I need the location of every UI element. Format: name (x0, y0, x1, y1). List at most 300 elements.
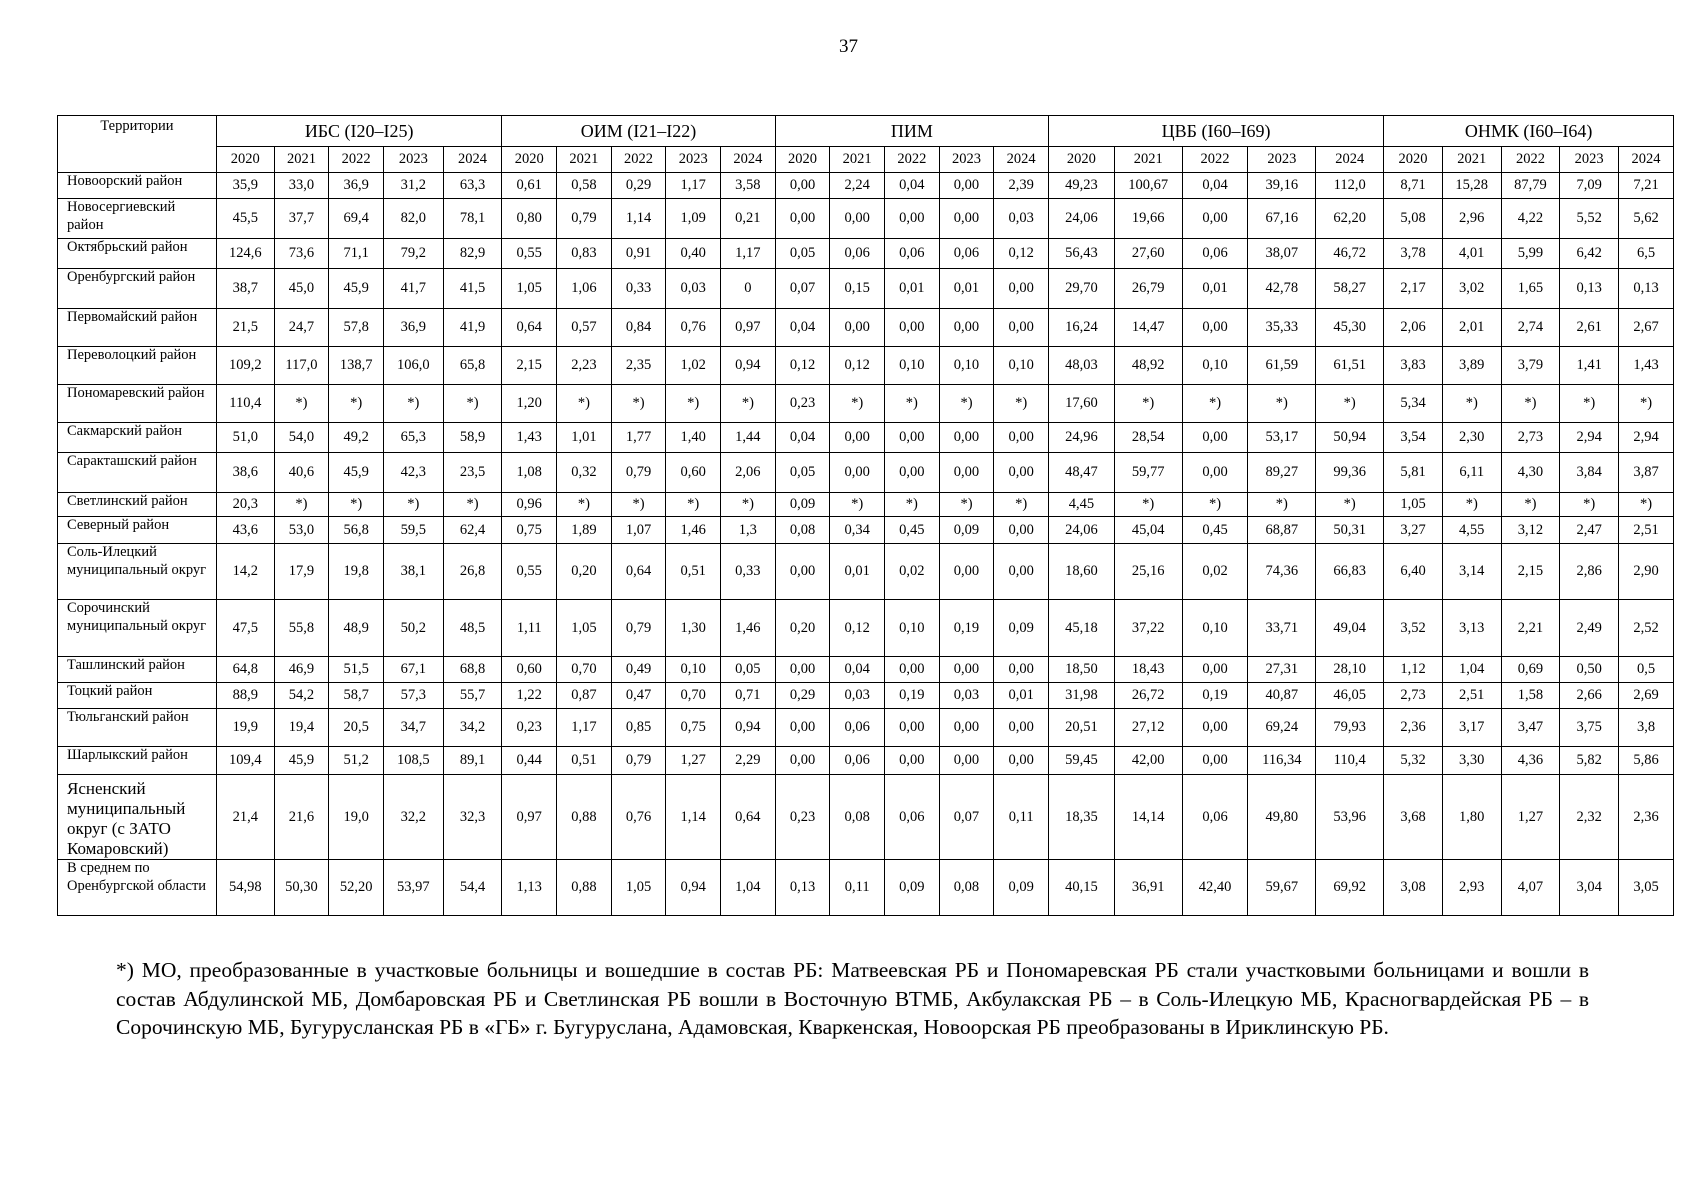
table-cell: 1,46 (666, 517, 721, 544)
table-cell: 0,23 (775, 385, 830, 423)
table-row (58, 239, 1674, 269)
table-cell: 3,89 (1442, 347, 1501, 385)
table-cell: 0,97 (721, 309, 776, 347)
table-cell: 0,01 (885, 269, 940, 309)
table-cell: 46,05 (1316, 683, 1384, 709)
table-cell: 1,17 (721, 239, 776, 269)
table-cell: 17,60 (1049, 385, 1115, 423)
table-cell: 1,08 (502, 453, 557, 493)
year-header-pim-2023: 2023 (939, 147, 994, 173)
year-header-cvb-2020: 2020 (1049, 147, 1115, 173)
table-cell: 68,8 (443, 657, 502, 683)
table-cell: 0,03 (994, 199, 1049, 239)
table-cell: 19,8 (329, 544, 384, 600)
table-cell: 74,36 (1248, 544, 1316, 600)
table-cell: 19,0 (329, 775, 384, 860)
table-cell: 0,91 (611, 239, 666, 269)
group-header-ibs: ИБС (I20–I25) (216, 116, 501, 147)
table-cell: 0,29 (611, 173, 666, 199)
table-cell: 2,32 (1560, 775, 1619, 860)
table-cell: 0,00 (1182, 747, 1248, 775)
table-cell: 0,08 (830, 775, 885, 860)
table-cell: 59,67 (1248, 860, 1316, 916)
table-cell: 0,64 (502, 309, 557, 347)
table-cell: 0,84 (611, 309, 666, 347)
table-cell: 35,9 (216, 173, 274, 199)
table-cell: 0,70 (557, 657, 612, 683)
table-cell: 52,20 (329, 860, 384, 916)
table-row (58, 423, 1674, 453)
table-cell: 78,1 (443, 199, 502, 239)
table-cell: 65,8 (443, 347, 502, 385)
table-cell: 49,04 (1316, 600, 1384, 657)
table-cell: 1,12 (1384, 657, 1443, 683)
table-cell: *) (1501, 385, 1560, 423)
table-cell: 0,10 (939, 347, 994, 385)
territory-name: Светлинский район (58, 493, 217, 517)
table-cell: 3,84 (1560, 453, 1619, 493)
table-cell: 62,4 (443, 517, 502, 544)
table-cell: 1,05 (611, 860, 666, 916)
table-cell: 54,0 (274, 423, 329, 453)
table-cell: 5,81 (1384, 453, 1443, 493)
table-cell: 0,40 (666, 239, 721, 269)
table-cell: 0,76 (611, 775, 666, 860)
table-cell: *) (1114, 493, 1182, 517)
table-cell: 1,20 (502, 385, 557, 423)
table-cell: 0,03 (666, 269, 721, 309)
table-cell: 58,27 (1316, 269, 1384, 309)
table-cell: 0,00 (885, 309, 940, 347)
table-cell: 66,83 (1316, 544, 1384, 600)
table-cell: 138,7 (329, 347, 384, 385)
table-cell: 27,12 (1114, 709, 1182, 747)
table-cell: 45,9 (274, 747, 329, 775)
table-cell: 68,87 (1248, 517, 1316, 544)
table-cell: 40,15 (1049, 860, 1115, 916)
table-cell: 4,55 (1442, 517, 1501, 544)
table-cell: 34,7 (383, 709, 443, 747)
table-cell: 87,79 (1501, 173, 1560, 199)
table-cell: 6,40 (1384, 544, 1443, 600)
table-cell: 2,35 (611, 347, 666, 385)
table-cell: 0,55 (502, 544, 557, 600)
table-cell: 5,86 (1619, 747, 1674, 775)
table-cell: 0,00 (939, 657, 994, 683)
year-header-cvb-2024: 2024 (1316, 147, 1384, 173)
table-cell: 4,36 (1501, 747, 1560, 775)
table-cell: 0,13 (775, 860, 830, 916)
table-cell: 89,1 (443, 747, 502, 775)
table-cell: 3,54 (1384, 423, 1443, 453)
table-cell: 0,94 (721, 347, 776, 385)
table-cell: 0,00 (939, 423, 994, 453)
table-cell: 1,05 (1384, 493, 1443, 517)
table-cell: 55,8 (274, 600, 329, 657)
table-cell: 0,00 (885, 657, 940, 683)
table-cell: 48,92 (1114, 347, 1182, 385)
table-cell: 71,1 (329, 239, 384, 269)
table-cell: 2,36 (1384, 709, 1443, 747)
table-cell: 2,49 (1560, 600, 1619, 657)
table-cell: 0,08 (775, 517, 830, 544)
table-cell: 2,06 (1384, 309, 1443, 347)
table-cell: 0,60 (502, 657, 557, 683)
table-cell: 0,05 (775, 453, 830, 493)
table-cell: 3,68 (1384, 775, 1443, 860)
table-cell: 59,5 (383, 517, 443, 544)
table-cell: 6,42 (1560, 239, 1619, 269)
table-cell: 2,73 (1384, 683, 1443, 709)
table-cell: 0,11 (994, 775, 1049, 860)
table-cell: *) (1560, 493, 1619, 517)
table-cell: 108,5 (383, 747, 443, 775)
table-cell: *) (1182, 493, 1248, 517)
year-header-ibs-2021: 2021 (274, 147, 329, 173)
table-cell: 41,7 (383, 269, 443, 309)
table-cell: 1,41 (1560, 347, 1619, 385)
territory-name: Оренбургский район (58, 269, 217, 309)
table-cell: 1,58 (1501, 683, 1560, 709)
table-cell: *) (1501, 493, 1560, 517)
table-cell: *) (666, 493, 721, 517)
table-cell: 33,71 (1248, 600, 1316, 657)
table-cell: 59,77 (1114, 453, 1182, 493)
table-row (58, 860, 1674, 916)
table-cell: 57,3 (383, 683, 443, 709)
table-cell: 112,0 (1316, 173, 1384, 199)
table-cell: 3,78 (1384, 239, 1443, 269)
table-cell: 0,51 (557, 747, 612, 775)
table-cell: 0,01 (1182, 269, 1248, 309)
table-cell: 3,30 (1442, 747, 1501, 775)
table-cell: 0,45 (885, 517, 940, 544)
table-cell: 49,2 (329, 423, 384, 453)
table-cell: 1,17 (557, 709, 612, 747)
table-cell: 0,00 (775, 747, 830, 775)
table-cell: 0,00 (994, 309, 1049, 347)
table-cell: 0,20 (557, 544, 612, 600)
table-cell: 3,8 (1619, 709, 1674, 747)
table-row (58, 544, 1674, 600)
table-cell: *) (830, 385, 885, 423)
table-cell: 0,00 (775, 199, 830, 239)
table-cell: 23,5 (443, 453, 502, 493)
year-header-onmk-2022: 2022 (1501, 147, 1560, 173)
year-header-oim-2021: 2021 (557, 147, 612, 173)
table-cell: 21,4 (216, 775, 274, 860)
table-row (58, 385, 1674, 423)
table-cell: 109,4 (216, 747, 274, 775)
table-cell: 1,02 (666, 347, 721, 385)
table-cell: 0,80 (502, 199, 557, 239)
table-cell: 59,45 (1049, 747, 1115, 775)
table-cell: 0,00 (939, 453, 994, 493)
table-cell: 0,00 (885, 709, 940, 747)
table-cell: 0,13 (1560, 269, 1619, 309)
table-cell: 79,93 (1316, 709, 1384, 747)
territory-name: Новосергиевский район (58, 199, 217, 239)
table-row (58, 517, 1674, 544)
table-cell: 0,11 (830, 860, 885, 916)
territory-name: Тоцкий район (58, 683, 217, 709)
table-cell: 0,00 (775, 709, 830, 747)
table-cell: 2,67 (1619, 309, 1674, 347)
table-cell: 0,00 (885, 453, 940, 493)
table-cell: 36,9 (329, 173, 384, 199)
territory-name: Соль-Илецкий муниципальный округ (58, 544, 217, 600)
table-cell: 45,9 (329, 453, 384, 493)
table-cell: 0,10 (666, 657, 721, 683)
table-body (58, 173, 1674, 916)
table-cell: 3,83 (1384, 347, 1443, 385)
table-row (58, 775, 1674, 860)
table-cell: 0,06 (830, 239, 885, 269)
table-cell: 1,14 (611, 199, 666, 239)
table-cell: 0,50 (1560, 657, 1619, 683)
table-cell: 48,03 (1049, 347, 1115, 385)
table-cell: 0,04 (830, 657, 885, 683)
table-cell: 2,30 (1442, 423, 1501, 453)
table-cell: 6,11 (1442, 453, 1501, 493)
table-cell: 5,34 (1384, 385, 1443, 423)
table-cell: 27,60 (1114, 239, 1182, 269)
year-header-ibs-2024: 2024 (443, 147, 502, 173)
territory-name: Первомайский район (58, 309, 217, 347)
table-cell: 88,9 (216, 683, 274, 709)
table-cell: 0,88 (557, 775, 612, 860)
table-cell: 37,7 (274, 199, 329, 239)
year-header-onmk-2021: 2021 (1442, 147, 1501, 173)
table-row (58, 493, 1674, 517)
table-cell: 58,9 (443, 423, 502, 453)
table-cell: *) (443, 385, 502, 423)
table-cell: 0,10 (1182, 347, 1248, 385)
statistics-table-container (57, 115, 1674, 916)
table-cell: 24,06 (1049, 517, 1115, 544)
table-cell: 0,04 (775, 423, 830, 453)
table-cell: 48,5 (443, 600, 502, 657)
table-cell: 99,36 (1316, 453, 1384, 493)
table-cell: 19,9 (216, 709, 274, 747)
table-cell: 0,03 (939, 683, 994, 709)
table-cell: 45,30 (1316, 309, 1384, 347)
table-cell: 0,01 (830, 544, 885, 600)
table-cell: 0,07 (775, 269, 830, 309)
table-cell: 1,80 (1442, 775, 1501, 860)
table-cell: 1,65 (1501, 269, 1560, 309)
table-cell: 73,6 (274, 239, 329, 269)
table-cell: 2,24 (830, 173, 885, 199)
table-cell: 46,9 (274, 657, 329, 683)
table-cell: 0,88 (557, 860, 612, 916)
year-header-pim-2022: 2022 (885, 147, 940, 173)
table-cell: *) (274, 493, 329, 517)
table-cell: 2,52 (1619, 600, 1674, 657)
table-cell: 0,00 (1182, 199, 1248, 239)
table-cell: 3,87 (1619, 453, 1674, 493)
table-cell: 0,5 (1619, 657, 1674, 683)
table-cell: 0,05 (721, 657, 776, 683)
year-header-pim-2021: 2021 (830, 147, 885, 173)
table-cell: 0,75 (502, 517, 557, 544)
year-header-oim-2024: 2024 (721, 147, 776, 173)
table-cell: 24,96 (1049, 423, 1115, 453)
territory-name: Октябрьский район (58, 239, 217, 269)
table-cell: 4,07 (1501, 860, 1560, 916)
table-cell: 1,3 (721, 517, 776, 544)
table-cell: 38,6 (216, 453, 274, 493)
table-cell: *) (1182, 385, 1248, 423)
table-cell: 2,23 (557, 347, 612, 385)
table-cell: 0,79 (611, 747, 666, 775)
table-cell: 42,00 (1114, 747, 1182, 775)
table-cell: 0,23 (502, 709, 557, 747)
table-cell: 62,20 (1316, 199, 1384, 239)
table-row (58, 683, 1674, 709)
table-cell: 0,69 (1501, 657, 1560, 683)
table-cell: 2,15 (1501, 544, 1560, 600)
table-cell: 0,09 (775, 493, 830, 517)
table-cell: 1,05 (502, 269, 557, 309)
year-header-onmk-2023: 2023 (1560, 147, 1619, 173)
table-cell: *) (994, 385, 1049, 423)
table-cell: 117,0 (274, 347, 329, 385)
table-cell: 46,72 (1316, 239, 1384, 269)
table-cell: 14,2 (216, 544, 274, 600)
table-cell: 3,13 (1442, 600, 1501, 657)
territory-name: Переволоцкий район (58, 347, 217, 385)
table-cell: 5,82 (1560, 747, 1619, 775)
table-cell: 4,45 (1049, 493, 1115, 517)
table-cell: 3,27 (1384, 517, 1443, 544)
table-cell: *) (721, 493, 776, 517)
table-cell: 0,83 (557, 239, 612, 269)
table-cell: *) (721, 385, 776, 423)
table-cell: 45,9 (329, 269, 384, 309)
table-cell: 7,09 (1560, 173, 1619, 199)
table-cell: 0,02 (1182, 544, 1248, 600)
year-header-ibs-2023: 2023 (383, 147, 443, 173)
table-cell: 0,23 (775, 775, 830, 860)
table-cell: 26,8 (443, 544, 502, 600)
year-header-onmk-2024: 2024 (1619, 147, 1674, 173)
table-cell: 41,9 (443, 309, 502, 347)
year-header-onmk-2020: 2020 (1384, 147, 1443, 173)
table-cell: 0,04 (885, 173, 940, 199)
group-header-row (58, 116, 1674, 147)
table-cell: 0,00 (1182, 709, 1248, 747)
table-cell: 42,40 (1182, 860, 1248, 916)
table-cell: 40,87 (1248, 683, 1316, 709)
territory-name: В среднем по Оренбургской области (58, 860, 217, 916)
table-cell: 0,06 (885, 775, 940, 860)
group-header-cvb: ЦВБ (I60–I69) (1049, 116, 1384, 147)
table-cell: 54,4 (443, 860, 502, 916)
table-cell: 1,04 (1442, 657, 1501, 683)
table-cell: 0,00 (939, 309, 994, 347)
table-cell: *) (1248, 385, 1316, 423)
year-header-cvb-2021: 2021 (1114, 147, 1182, 173)
table-cell: 0,94 (721, 709, 776, 747)
table-cell: 0,20 (775, 600, 830, 657)
table-cell: 0,06 (1182, 775, 1248, 860)
table-cell: 0,00 (994, 517, 1049, 544)
table-cell: 2,06 (721, 453, 776, 493)
table-cell: 5,52 (1560, 199, 1619, 239)
table-cell: 0,00 (830, 199, 885, 239)
table-cell: 0,00 (830, 423, 885, 453)
table-cell: 31,98 (1049, 683, 1115, 709)
table-cell: 61,59 (1248, 347, 1316, 385)
table-cell: 0,61 (502, 173, 557, 199)
table-cell: 0,00 (775, 657, 830, 683)
table-cell: 37,22 (1114, 600, 1182, 657)
table-cell: 1,27 (1501, 775, 1560, 860)
territory-name: Пономаревский район (58, 385, 217, 423)
table-cell: 0,71 (721, 683, 776, 709)
table-cell: *) (1619, 493, 1674, 517)
table-cell: *) (383, 385, 443, 423)
table-cell: 35,33 (1248, 309, 1316, 347)
table-cell: 0,60 (666, 453, 721, 493)
table-cell: 45,0 (274, 269, 329, 309)
statistics-table (57, 115, 1674, 916)
table-cell: 0,01 (994, 683, 1049, 709)
table-cell: 0,21 (721, 199, 776, 239)
table-cell: 67,1 (383, 657, 443, 683)
table-cell: 5,99 (1501, 239, 1560, 269)
table-cell: 3,02 (1442, 269, 1501, 309)
table-cell: 18,43 (1114, 657, 1182, 683)
table-cell: 50,2 (383, 600, 443, 657)
table-cell: 0,49 (611, 657, 666, 683)
table-row (58, 269, 1674, 309)
table-cell: 0,03 (830, 683, 885, 709)
table-cell: 20,5 (329, 709, 384, 747)
table-cell: 0,00 (775, 544, 830, 600)
table-cell: 42,3 (383, 453, 443, 493)
table-row (58, 709, 1674, 747)
table-cell: 26,72 (1114, 683, 1182, 709)
table-cell: 0,04 (775, 309, 830, 347)
table-cell: 0,02 (885, 544, 940, 600)
table-cell: 0,10 (885, 347, 940, 385)
table-cell: 0,79 (611, 600, 666, 657)
table-cell: 0,33 (611, 269, 666, 309)
table-cell: 0,09 (939, 517, 994, 544)
table-cell: 19,66 (1114, 199, 1182, 239)
group-header-onmk: ОНМК (I60–I64) (1384, 116, 1674, 147)
table-cell: 0,96 (502, 493, 557, 517)
table-cell: 3,75 (1560, 709, 1619, 747)
table-cell: 0,75 (666, 709, 721, 747)
table-cell: 1,09 (666, 199, 721, 239)
table-cell: 2,01 (1442, 309, 1501, 347)
table-cell: 31,2 (383, 173, 443, 199)
table-cell: 2,73 (1501, 423, 1560, 453)
table-cell: 82,9 (443, 239, 502, 269)
table-cell: 1,22 (502, 683, 557, 709)
table-cell: 1,05 (557, 600, 612, 657)
table-cell: 0,44 (502, 747, 557, 775)
table-cell: 2,94 (1560, 423, 1619, 453)
table-cell: 0,04 (1182, 173, 1248, 199)
table-cell: 0,00 (1182, 453, 1248, 493)
table-cell: 100,67 (1114, 173, 1182, 199)
table-cell: 50,94 (1316, 423, 1384, 453)
territory-name: Ташлинский район (58, 657, 217, 683)
